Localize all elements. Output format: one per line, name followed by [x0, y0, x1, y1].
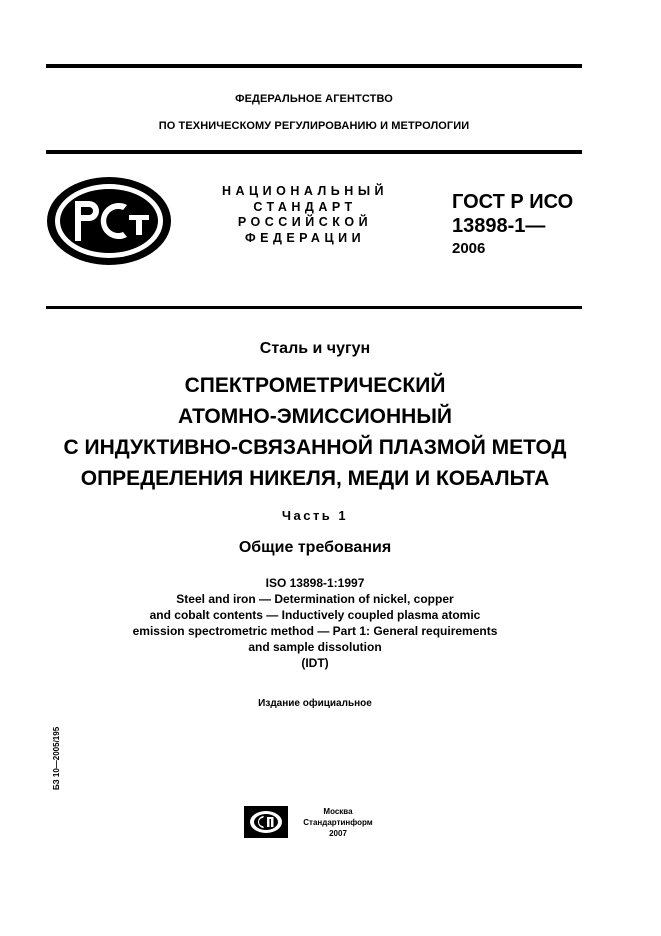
title-rule — [46, 306, 582, 309]
side-code: БЗ 10—2005/195 — [52, 726, 61, 790]
national-standard-line: РОССИЙСКОЙ — [237, 215, 373, 229]
gost-r-logo-icon — [45, 175, 173, 267]
iso-line: emission spectrometric method — Part 1: General requirements — [132, 624, 498, 638]
publisher-city: Москва — [323, 807, 353, 816]
iso-reference — [30, 575, 600, 671]
designation-year: 2006 — [452, 240, 486, 257]
part-number: Часть 1 — [281, 508, 349, 523]
document-title — [30, 370, 600, 494]
iso-line: (IDT) — [301, 656, 329, 670]
agency-line-1: ФЕДЕРАЛЬНОЕ АГЕНТСТВО — [235, 93, 393, 105]
national-standard-line: ФЕДЕРАЦИИ — [244, 230, 366, 245]
designation-line-2: 13898-1— — [452, 215, 546, 237]
top-rule — [46, 64, 582, 68]
iso-line: and sample dissolution — [248, 640, 382, 654]
header-rule — [46, 150, 582, 154]
edition-label: Издание официальное — [258, 698, 372, 709]
iso-line: and cobalt contents — Inductively coupled plasma atomic — [149, 608, 481, 622]
part-title: Общие требования — [238, 539, 392, 556]
iso-line: ISO 13898-1:1997 — [265, 576, 365, 590]
subject-heading: Сталь и чугун — [259, 340, 371, 357]
national-standard-line: СТАНДАРТ — [253, 199, 357, 214]
national-standard-line: НАЦИОНАЛЬНЫЙ — [221, 184, 389, 198]
standard-designation — [452, 190, 573, 260]
title-line: ОПРЕДЕЛЕНИЯ НИКЕЛЯ, МЕДИ И КОБАЛЬТА — [80, 467, 550, 490]
agency-line-2: ПО ТЕХНИЧЕСКОМУ РЕГУЛИРОВАНИЮ И МЕТРОЛОГИИ — [158, 120, 470, 132]
iso-line: Steel and iron — Determination of nickel, copper — [176, 592, 454, 606]
publisher-name: Стандартинформ — [303, 818, 373, 827]
national-standard-block — [205, 184, 405, 246]
standartinform-logo-icon — [244, 806, 288, 838]
designation-line-1: ГОСТ Р ИСО — [452, 191, 574, 213]
title-line: АТОМНО-ЭМИССИОННЫЙ — [177, 405, 452, 428]
title-line: СПЕКТРОМЕТРИЧЕСКИЙ — [184, 374, 446, 397]
publisher-year: 2007 — [329, 829, 347, 838]
publisher-info — [292, 806, 384, 839]
title-line: С ИНДУКТИВНО-СВЯЗАННОЙ ПЛАЗМОЙ МЕТОД — [63, 436, 567, 459]
